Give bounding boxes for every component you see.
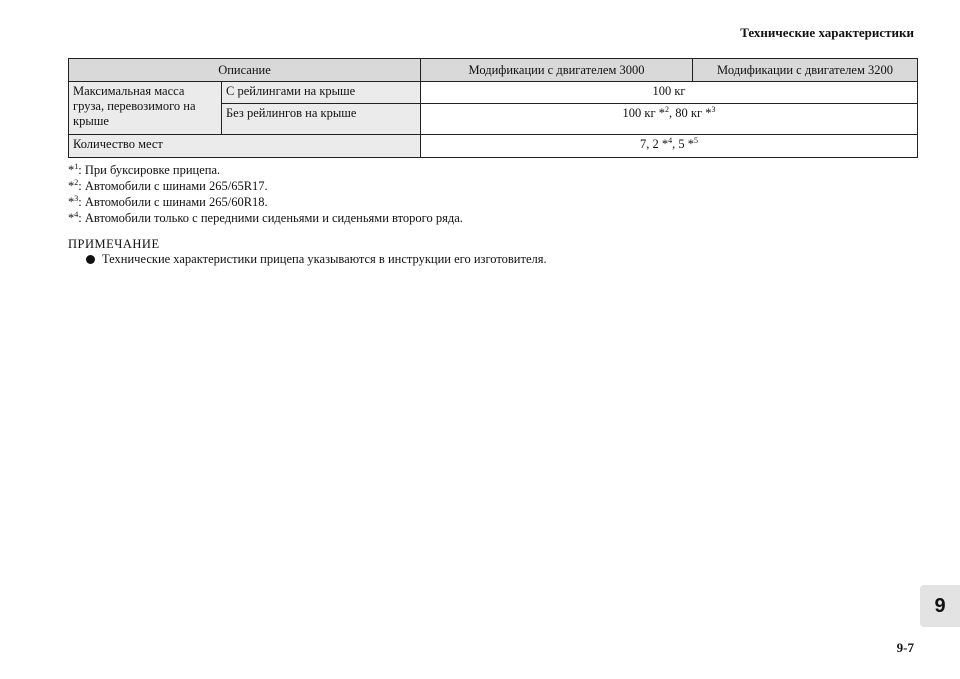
footnote-text: : Автомобили с шинами 265/60R18. bbox=[78, 195, 268, 209]
footnote-1 bbox=[68, 162, 463, 178]
row-sublabel-no-rails: Без рейлингов на крыше bbox=[222, 104, 421, 135]
bullet-icon bbox=[86, 255, 95, 264]
footnote-ref: 3 bbox=[711, 104, 716, 114]
footnote-mark: * bbox=[68, 211, 75, 225]
note-item-text: Технические характеристики прицепа указываются в инструкции его изготовителя. bbox=[102, 252, 547, 266]
footnote-number: 3 bbox=[74, 193, 79, 203]
table-row bbox=[69, 82, 918, 104]
footnote-mark: * bbox=[68, 179, 75, 193]
value-seats bbox=[421, 135, 918, 158]
footnote-number: 2 bbox=[74, 177, 79, 187]
section-tab: 9 bbox=[920, 585, 960, 627]
spec-table bbox=[68, 58, 918, 158]
footnote-4 bbox=[68, 210, 463, 226]
row-label-seats: Количество мест bbox=[69, 135, 421, 158]
row-label-roof-load: Максимальная масса груза, перевозимого на крыше bbox=[69, 82, 222, 135]
page-number: 9-7 bbox=[896, 640, 914, 655]
value-part: , 80 кг * bbox=[669, 106, 712, 120]
footnote-text: : Автомобили только с передними сиденьями и сиденьями второго ряда. bbox=[78, 211, 463, 225]
footnotes bbox=[68, 162, 463, 226]
footnote-ref: 5 bbox=[694, 135, 698, 145]
note-item bbox=[86, 252, 547, 267]
value-part: 7, 2 * bbox=[640, 137, 669, 151]
note-heading: ПРИМЕЧАНИЕ bbox=[68, 237, 160, 251]
footnote-mark: * bbox=[68, 163, 75, 177]
value-no-rails bbox=[421, 104, 918, 135]
value-with-rails: 100 кг bbox=[421, 82, 918, 104]
value-part: 100 кг * bbox=[622, 106, 665, 120]
table-row bbox=[69, 135, 918, 158]
footnote-2 bbox=[68, 178, 463, 194]
footnote-3 bbox=[68, 194, 463, 210]
footnote-number: 4 bbox=[74, 209, 79, 219]
col-header-3000: Модификации с двигателем 3000 bbox=[421, 59, 693, 82]
value-part: , 5 * bbox=[672, 137, 694, 151]
table-header-row bbox=[69, 59, 918, 82]
page-header-title: Технические характеристики bbox=[740, 25, 914, 40]
footnote-text: : При буксировке прицепа. bbox=[78, 163, 221, 177]
footnote-number: 1 bbox=[74, 161, 79, 171]
footnote-ref: 2 bbox=[665, 104, 669, 114]
row-sublabel-with-rails: С рейлингами на крыше bbox=[222, 82, 421, 104]
col-header-description: Описание bbox=[69, 59, 421, 82]
footnote-ref: 4 bbox=[668, 135, 673, 145]
footnote-mark: * bbox=[68, 195, 75, 209]
col-header-3200: Модификации с двигателем 3200 bbox=[693, 59, 918, 82]
footnote-text: : Автомобили с шинами 265/65R17. bbox=[78, 179, 268, 193]
